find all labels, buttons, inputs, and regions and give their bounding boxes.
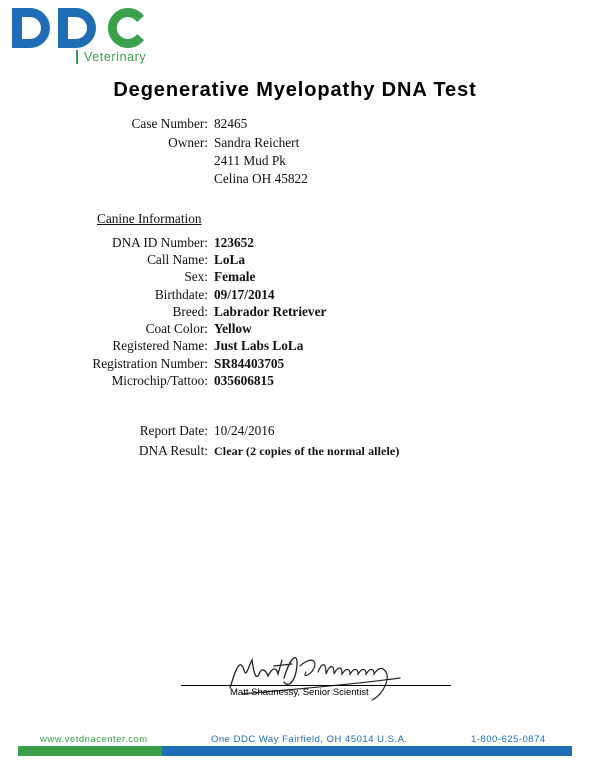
- registration-number-value: SR84403705: [214, 356, 285, 371]
- owner-name: Sandra Reichert: [214, 135, 300, 150]
- birthdate-value: 09/17/2014: [214, 287, 275, 302]
- canine-info-heading: Canine Information: [97, 211, 202, 226]
- owner-address-line2: Celina OH 45822: [214, 171, 308, 186]
- breed-label: Breed:: [172, 304, 208, 319]
- breed-value: Labrador Retriever: [214, 304, 327, 319]
- dna-result-label: DNA Result:: [138, 443, 208, 458]
- signer-name-title: Matt Shaunessy, Senior Scientist: [230, 687, 369, 698]
- case-number-label: Case Number:: [131, 116, 208, 131]
- footer-address: One DDC Way Fairfield, OH 45014 U.S.A.: [211, 734, 408, 745]
- registration-number-label: Registration Number:: [92, 356, 208, 371]
- call-name-value: LoLa: [214, 252, 246, 267]
- footer-website[interactable]: www.vetdnacenter.com: [40, 734, 148, 745]
- footer-bar-blue: [162, 746, 572, 756]
- microchip-label: Microchip/Tattoo:: [111, 373, 208, 388]
- report-date-label: Report Date:: [139, 423, 208, 438]
- footer-phone: 1-800-625-0874: [471, 734, 546, 745]
- microchip-value: 035606815: [214, 373, 274, 388]
- owner-address-line1: 2411 Mud Pk: [214, 153, 286, 168]
- page-title: Degenerative Myelopathy DNA Test: [113, 79, 477, 101]
- birthdate-label: Birthdate:: [154, 287, 208, 302]
- registered-name-value: Just Labs LoLa: [214, 338, 304, 353]
- dna-id-value: 123652: [214, 235, 254, 250]
- sex-value: Female: [214, 269, 256, 284]
- case-number-value: 82465: [214, 116, 248, 131]
- coat-color-value: Yellow: [214, 321, 252, 336]
- coat-color-label: Coat Color:: [145, 321, 208, 336]
- registered-name-label: Registered Name:: [112, 338, 208, 353]
- signature-line: [181, 685, 451, 686]
- call-name-label: Call Name:: [147, 252, 208, 267]
- logo-subtitle: Veterinary: [76, 50, 146, 64]
- owner-label: Owner:: [168, 135, 208, 150]
- dna-result-value: Clear (2 copies of the normal allele): [214, 444, 400, 458]
- sex-label: Sex:: [184, 269, 208, 284]
- dna-id-label: DNA ID Number:: [111, 235, 208, 250]
- report-date-value: 10/24/2016: [214, 423, 275, 438]
- footer-bar-green: [18, 746, 162, 756]
